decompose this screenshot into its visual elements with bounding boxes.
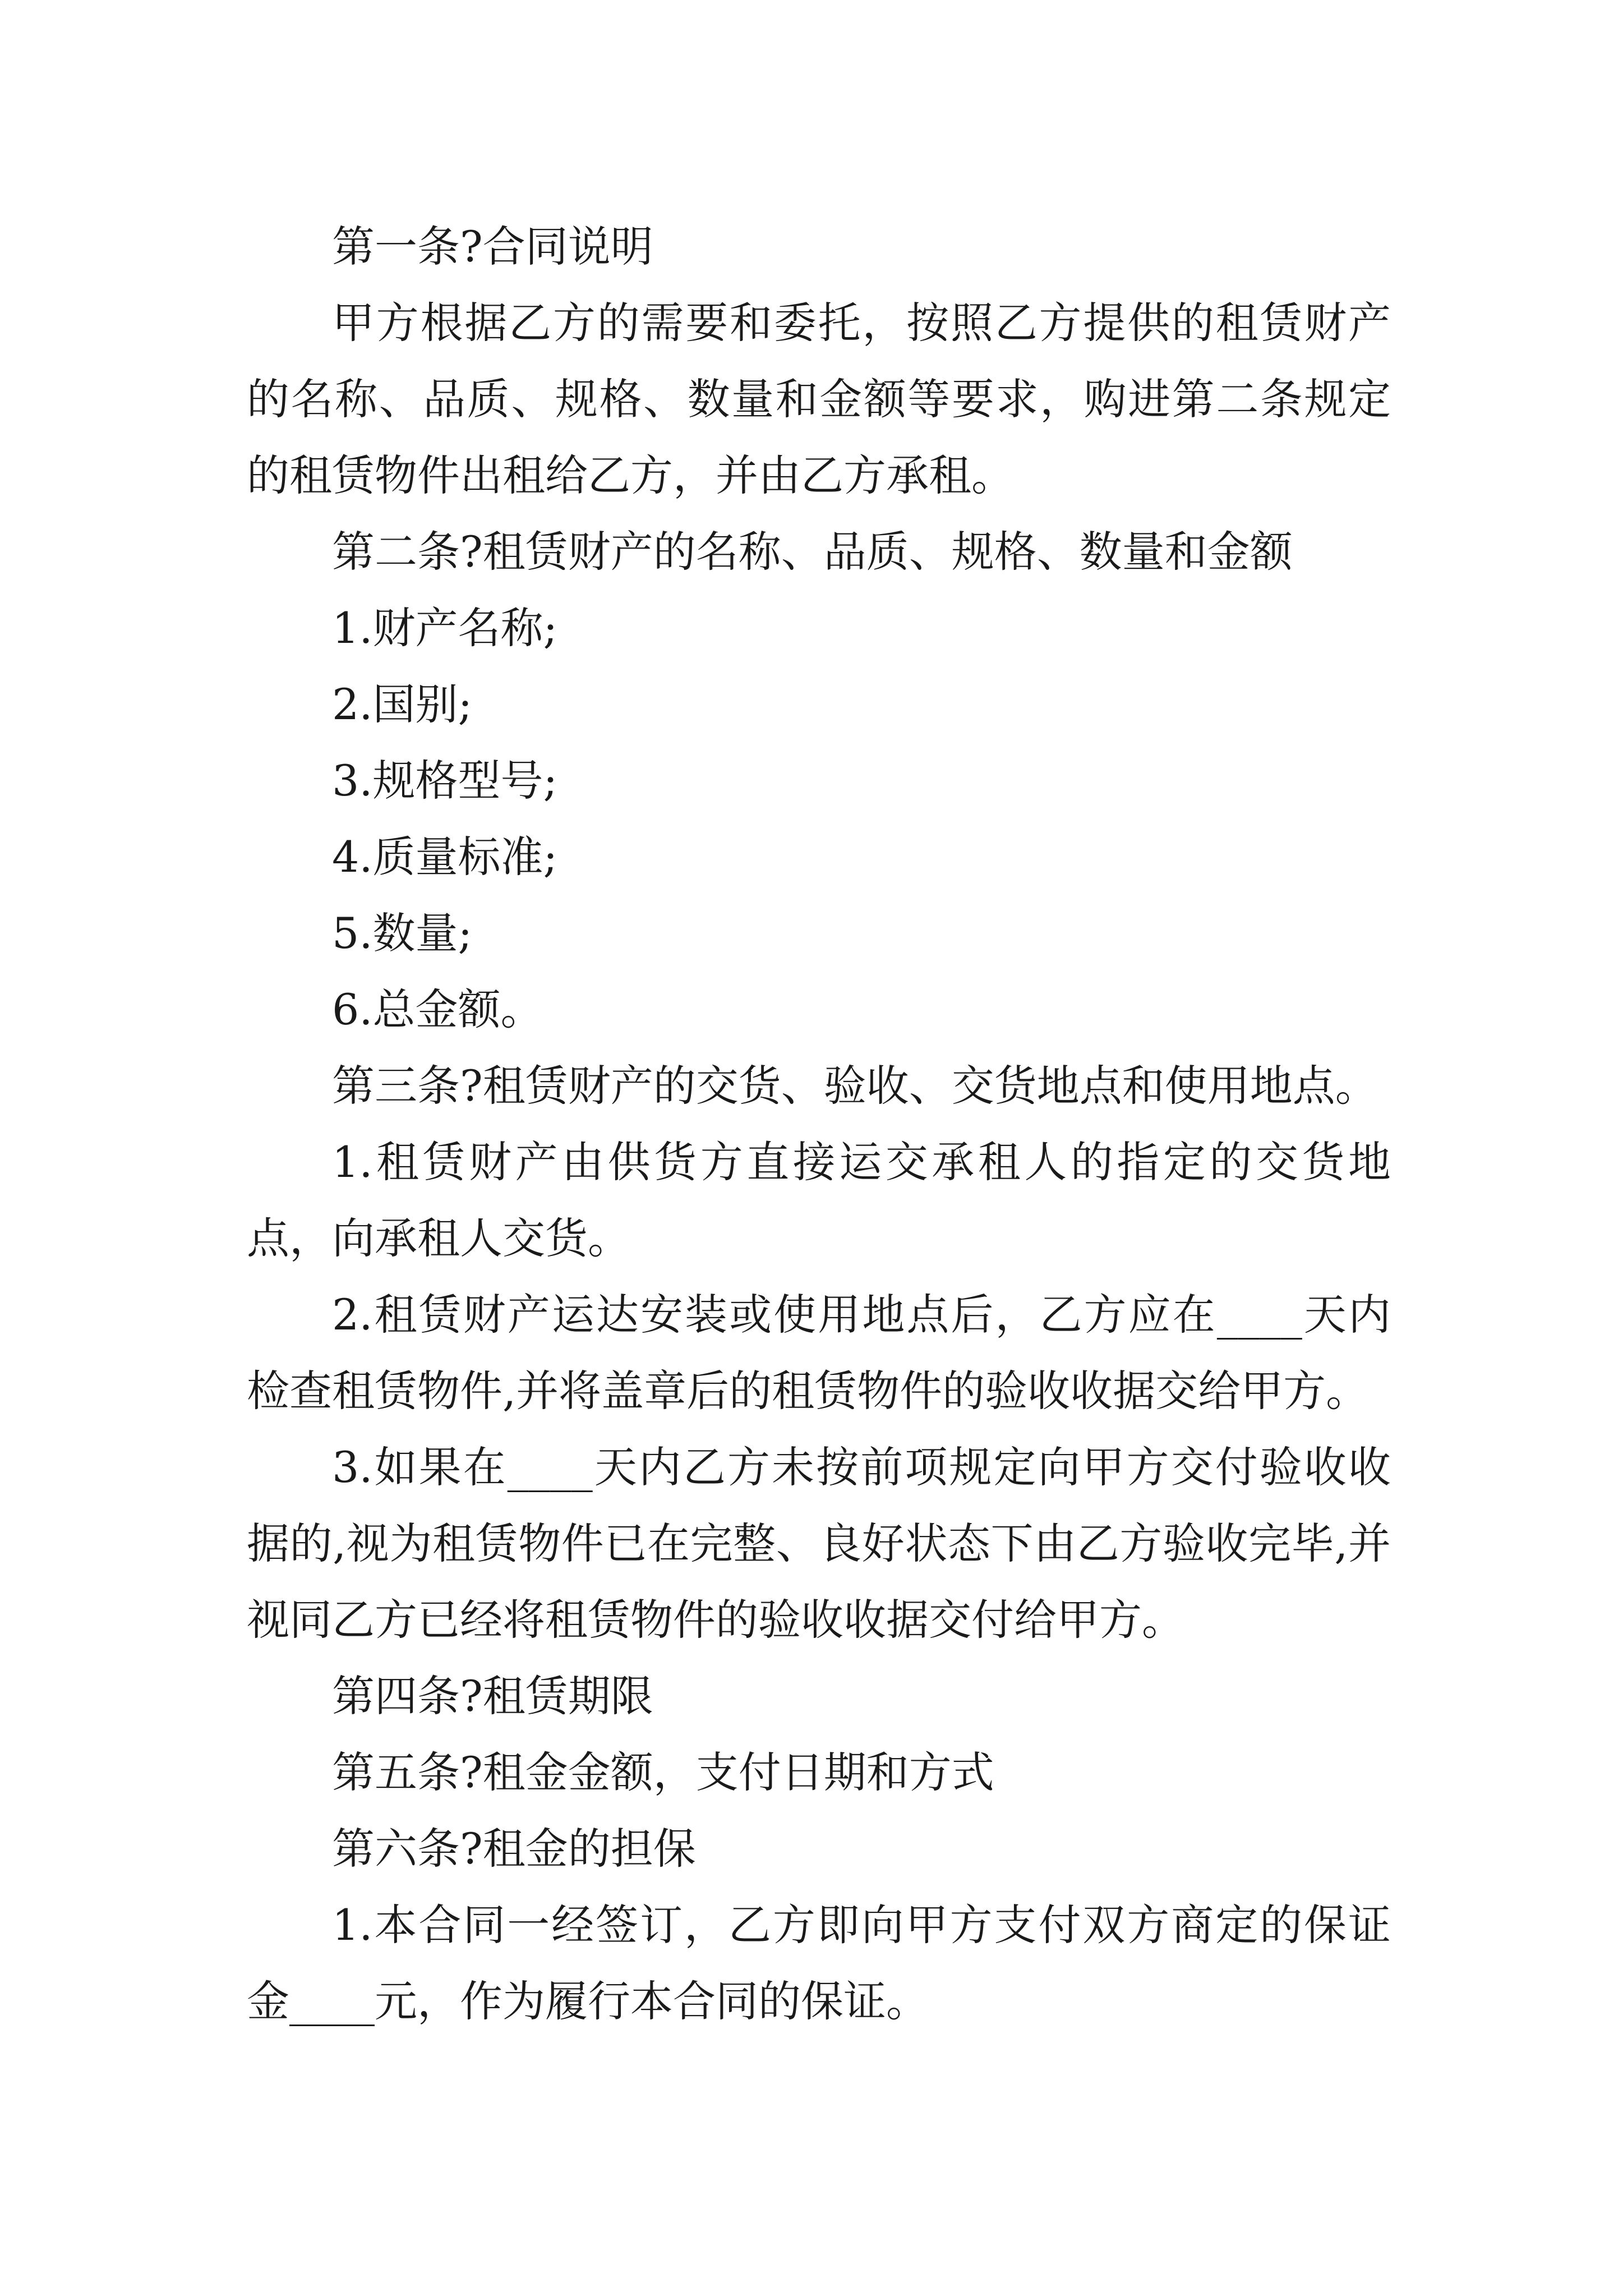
list-item-model: 3.规格型号; xyxy=(332,756,558,806)
article-6-clause-1: 1.本合同一经签订，乙方即向甲方支付双方商定的保证金____元，作为履行本合同的保证。 xyxy=(247,1900,1391,2026)
article-5-heading: 第五条?租金金额，支付日期和方式 xyxy=(332,1747,994,1797)
article-3-heading: 第三条?租赁财产的交货、验收、交货地点和使用地点。 xyxy=(332,1061,1378,1111)
contract-body xyxy=(247,209,1391,2040)
article-2-heading: 第二条?租赁财产的名称、品质、规格、数量和金额 xyxy=(332,527,1293,577)
article-3-clause-3: 3.如果在____天内乙方未按前项规定向甲方交付验收收据的,视为租赁物件已在完整、良好状态下由乙方验收完毕,并视同乙方已经将租赁物件的验收收据交付给甲方。 xyxy=(247,1442,1391,1645)
article-3-clause-1: 1.租赁财产由供货方直接运交承租人的指定的交货地点，向承租人交货。 xyxy=(247,1137,1391,1263)
list-item-property-name: 1.财产名称; xyxy=(332,603,558,653)
article-4-heading: 第四条?租赁期限 xyxy=(332,1671,653,1721)
list-item-quantity: 5.数量; xyxy=(332,908,473,958)
article-3-clause-2: 2.租赁财产运达安装或使用地点后，乙方应在____天内检查租赁物件,并将盖章后的租赁物件的验收收据交给甲方。 xyxy=(247,1290,1391,1416)
list-item-total-amount: 6.总金额。 xyxy=(332,984,543,1034)
article-1-heading: 第一条?合同说明 xyxy=(332,222,653,272)
list-item-quality-standard: 4.质量标准; xyxy=(332,832,558,882)
article-1-paragraph: 甲方根据乙方的需要和委托，按照乙方提供的租赁财产的名称、品质、规格、数量和金额等要求，购进第二条规定的租赁物件出租给乙方，并由乙方承租。 xyxy=(247,298,1391,500)
article-6-heading: 第六条?租金的担保 xyxy=(332,1824,696,1874)
list-item-country: 2.国别; xyxy=(332,679,473,729)
